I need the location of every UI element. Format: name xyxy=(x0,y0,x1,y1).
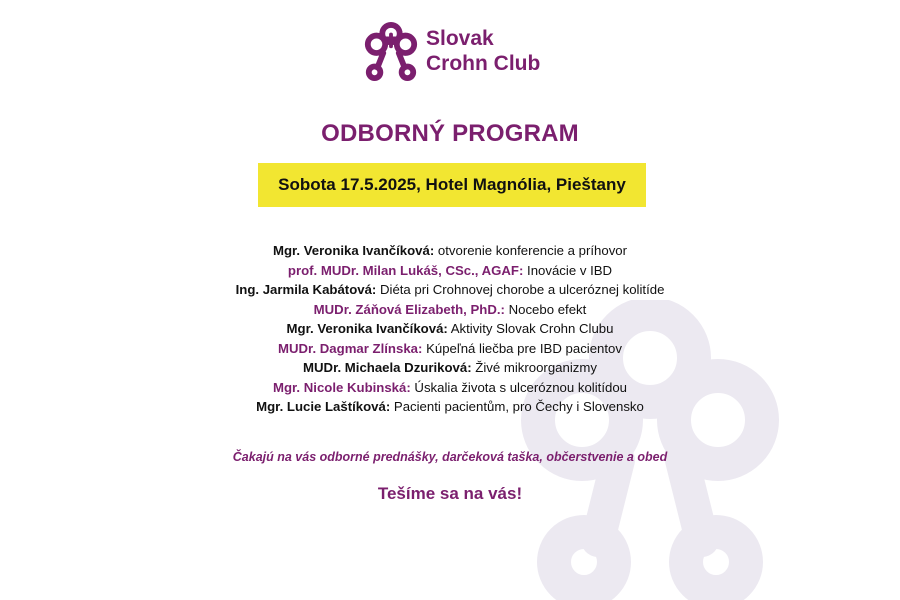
program-speaker: Ing. Jarmila Kabátová: xyxy=(235,282,377,297)
program-item xyxy=(0,339,900,359)
program-topic: Aktivity Slovak Crohn Clubu xyxy=(450,321,614,336)
program-speaker: Mgr. Veronika Ivančíková: xyxy=(272,243,435,258)
program-list xyxy=(0,241,900,417)
program-topic: Inovácie v IBD xyxy=(527,262,613,278)
program-item xyxy=(0,397,900,417)
program-topic: Úskalia života s ulceróznou kolitídou xyxy=(414,379,627,395)
page-title: ODBORNÝ PROGRAM xyxy=(321,120,579,147)
program-item xyxy=(0,358,900,378)
program-speaker: MUDr. Dagmar Zlínska: xyxy=(278,340,423,356)
program-topic: Diéta pri Crohnovej chorobe a ulceróznej kolitíde xyxy=(379,282,665,297)
event-info-banner: Sobota 17.5.2025, Hotel Magnólia, Pieštany xyxy=(258,163,646,207)
program-item xyxy=(0,319,900,339)
program-item xyxy=(0,300,900,320)
brand-name xyxy=(426,26,540,76)
program-speaker: MUDr. Michaela Dzuriková: xyxy=(303,360,472,375)
program-speaker: Mgr. Veronika Ivančíková: xyxy=(286,321,448,336)
program-topic: Kúpeľná liečba pre IBD pacientov xyxy=(426,340,622,356)
program-topic: Nocebo efekt xyxy=(508,301,587,317)
program-item xyxy=(0,261,900,281)
program-topic: otvorenie konferencie a príhovor xyxy=(437,243,628,258)
brand-name-line1: Slovak xyxy=(426,27,494,50)
brand-logo xyxy=(362,20,562,84)
brand-name-line2: Crohn Club xyxy=(426,52,541,75)
crohn-club-logo-icon xyxy=(362,20,420,84)
program-topic: Pacienti pacientům, pro Čechy i Slovensko xyxy=(393,399,644,414)
program-item xyxy=(0,241,900,261)
program-item xyxy=(0,378,900,398)
program-speaker: prof. MUDr. Milan Lukáš, CSc., AGAF: xyxy=(287,262,524,278)
closing-message: Tešíme sa na vás! xyxy=(377,484,523,503)
program-item xyxy=(0,280,900,300)
program-speaker: Mgr. Lucie Laštíková: xyxy=(256,399,391,414)
program-speaker: MUDr. Záňová Elizabeth, PhD.: xyxy=(313,301,505,317)
program-topic: Živé mikroorganizmy xyxy=(475,360,597,375)
event-note: Čakajú na vás odborné prednášky, darčeková taška, občerstvenie a obed xyxy=(232,450,668,464)
program-speaker: Mgr. Nicole Kubinská: xyxy=(272,379,411,395)
